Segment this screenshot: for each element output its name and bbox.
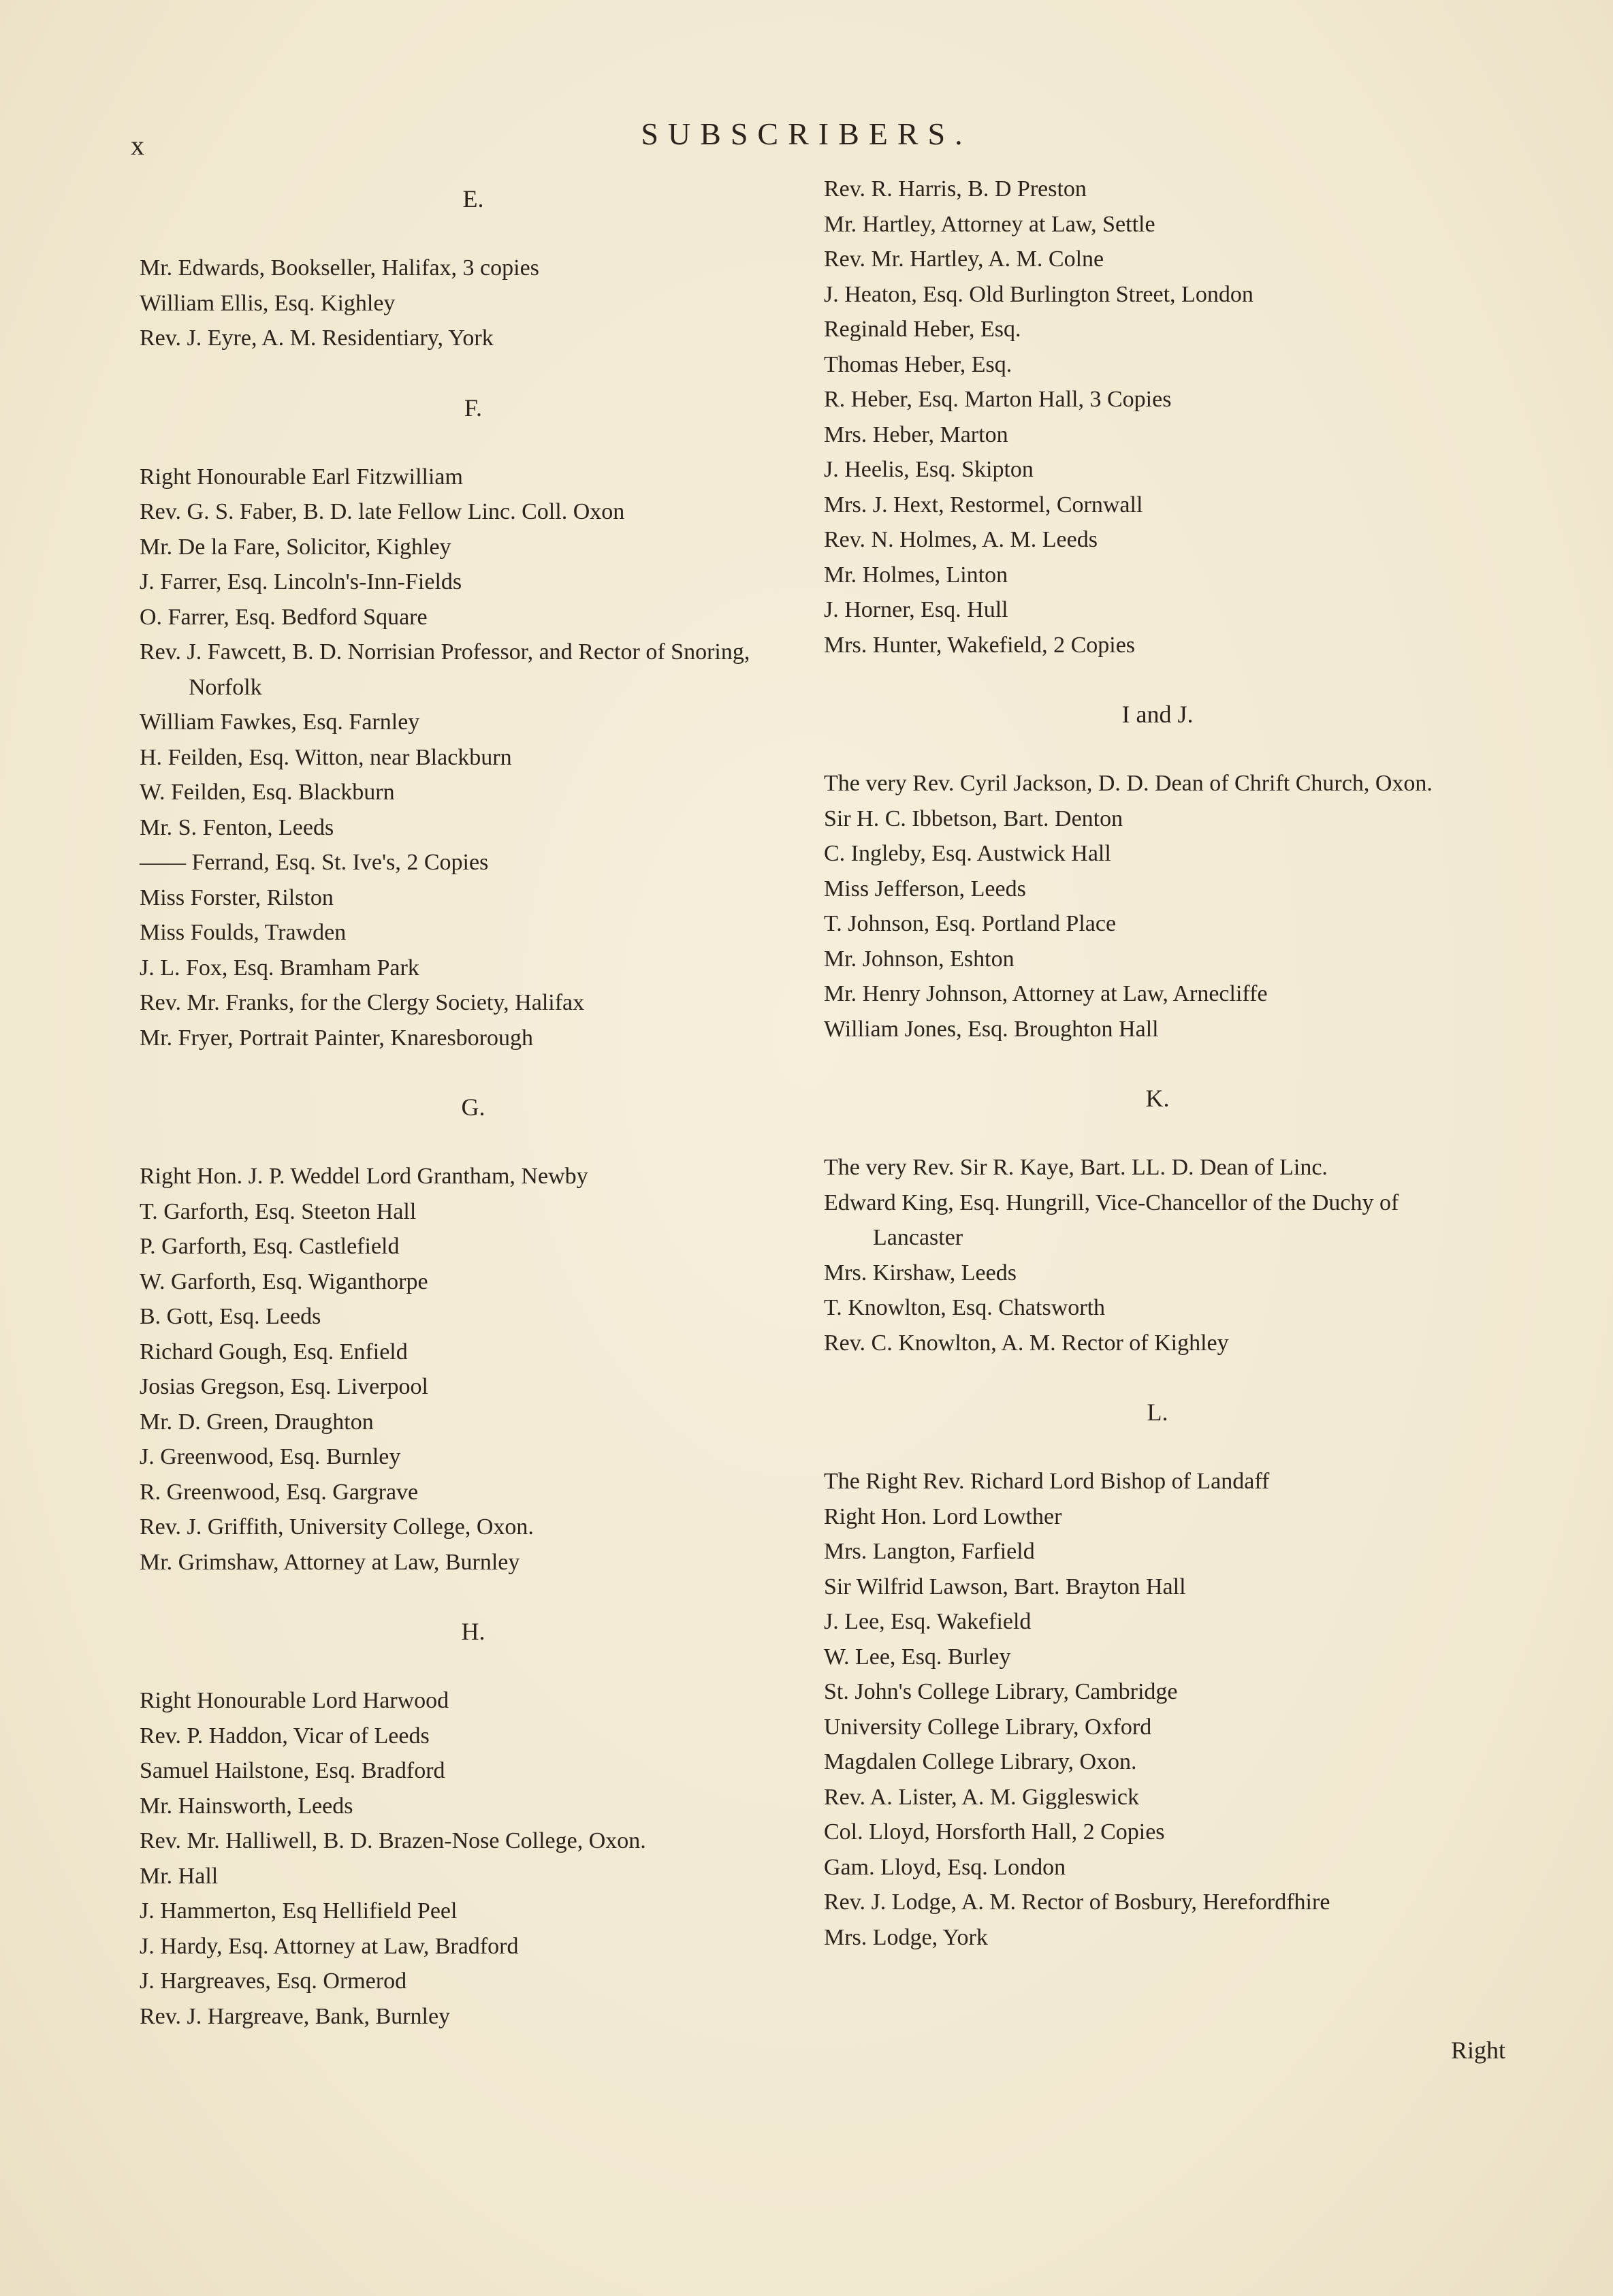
subscriber-entry: T. Knowlton, Esq. Chatsworth [824,1295,1106,1320]
subscriber-entry: Miss Foulds, Trawden [140,920,347,945]
subscriber-section [824,697,1491,1047]
subscriber-entry: Reginald Heber, Esq. [824,317,1021,342]
section-heading: G. [461,1094,485,1121]
subscriber-entry: Rev. N. Holmes, A. M. Leeds [824,527,1098,552]
section-heading: F. [464,394,483,421]
subscriber-entry: The Right Rev. Richard Lord Bishop of Landaff [824,1469,1270,1494]
section-heading: K. [1145,1085,1170,1112]
subscriber-list [140,1683,807,2034]
subscriber-entry: H. Feilden, Esq. Witton, near Blackburn [140,744,512,770]
subscriber-entry: University College Library, Oxford [824,1714,1152,1740]
subscriber-list [824,172,1491,663]
subscriber-entry: Rev. R. Harris, B. D Preston [824,176,1087,202]
subscriber-section [824,1394,1491,1955]
subscriber-entry: W. Lee, Esq. Burley [824,1644,1011,1670]
subscriber-entry: Col. Lloyd, Horsforth Hall, 2 Copies [824,1819,1165,1845]
subscriber-entry: O. Farrer, Esq. Bedford Square [140,604,428,630]
subscriber-list [824,1464,1491,1955]
subscriber-entry: Mr. Johnson, Eshton [824,946,1015,972]
right-column [824,172,1491,1955]
subscriber-list [824,766,1491,1047]
subscriber-entry: Josias Gregson, Esq. Liverpool [140,1374,429,1399]
subscriber-entry: B. Gott, Esq. Leeds [140,1304,321,1329]
subscriber-entry: J. Heaton, Esq. Old Burlington Street, London [824,281,1253,307]
subscriber-entry: Rev. J. Griffith, University College, Oxon. [140,1514,534,1540]
subscriber-entry: J. Hammerton, Esq Hellifield Peel [140,1898,458,1924]
section-heading: H. [461,1618,485,1645]
subscriber-entry: Richard Gough, Esq. Enfield [140,1339,408,1365]
subscriber-entry: Mrs. Heber, Marton [824,421,1008,447]
subscriber-entry: Mr. Edwards, Bookseller, Halifax, 3 copies [140,255,539,281]
subscriber-section [140,390,807,1056]
subscriber-entry: W. Garforth, Esq. Wiganthorpe [140,1269,428,1294]
section-heading: L. [1147,1399,1168,1426]
subscriber-entry: J. Horner, Esq. Hull [824,597,1008,622]
subscriber-entry: Rev. Mr. Hartley, A. M. Colne [824,246,1104,272]
subscriber-entry: Right Hon. J. P. Weddel Lord Grantham, Newby [140,1164,588,1189]
subscriber-entry: Mr. D. Green, Draughton [140,1409,374,1435]
subscriber-entry: Gam. Lloyd, Esq. London [824,1854,1066,1880]
subscriber-entry: T. Garforth, Esq. Steeton Hall [140,1198,417,1224]
subscriber-entry: P. Garforth, Esq. Castlefield [140,1234,400,1259]
subscriber-entry: Sir Wilfrid Lawson, Bart. Brayton Hall [824,1574,1186,1599]
page-number: x [131,130,146,161]
subscriber-entry: Mr. Fryer, Portrait Painter, Knaresborough [140,1025,533,1051]
subscriber-entry: Magdalen College Library, Oxon. [824,1749,1137,1774]
subscriber-entry: Miss Forster, Rilston [140,884,334,910]
subscriber-entry: J. L. Fox, Esq. Bramham Park [140,955,419,980]
subscriber-entry: Rev. J. Lodge, A. M. Rector of Bosbury, Herefordfhire [824,1890,1330,1915]
subscriber-entry: Mr. Grimshaw, Attorney at Law, Burnley [140,1549,520,1575]
subscriber-entry: Mr. Henry Johnson, Attorney at Law, Arnecliffe [824,981,1268,1006]
subscriber-entry: Mr. Holmes, Linton [824,562,1008,588]
subscriber-entry: Right Honourable Lord Harwood [140,1688,449,1713]
subscriber-entry: Rev. Mr. Halliwell, B. D. Brazen-Nose College, Oxon. [140,1828,646,1853]
subscriber-entry: Rev. A. Lister, A. M. Giggleswick [824,1784,1139,1810]
subscriber-entry: Miss Jefferson, Leeds [824,876,1026,902]
subscriber-entry: Mr. Hall [140,1863,219,1889]
subscriber-entry: Mr. De la Fare, Solicitor, Kighley [140,534,451,560]
subscriber-entry: Mrs. Hunter, Wakefield, 2 Copies [824,632,1136,658]
subscriber-entry: T. Johnson, Esq. Portland Place [824,911,1117,936]
subscriber-entry: Mr. Hartley, Attorney at Law, Settle [824,211,1155,237]
subscriber-entry: Sir H. C. Ibbetson, Bart. Denton [824,806,1123,831]
subscriber-entry: The very Rev. Sir R. Kaye, Bart. LL. D. Dean of Linc. [824,1155,1328,1180]
subscriber-entry: Rev. G. S. Faber, B. D. late Fellow Linc. Coll. Oxon [140,499,625,524]
subscriber-entry: J. Greenwood, Esq. Burnley [140,1444,401,1469]
subscriber-entry: William Fawkes, Esq. Farnley [140,709,420,735]
subscriber-entry: Rev. J. Fawcett, B. D. Norrisian Professor, and Rector of Snoring, Norfolk [140,639,750,700]
subscriber-entry: R. Heber, Esq. Marton Hall, 3 Copies [824,387,1172,412]
subscriber-entry: Rev. C. Knowlton, A. M. Rector of Kighley [824,1330,1229,1356]
subscriber-entry: Mrs. Kirshaw, Leeds [824,1260,1017,1286]
subscriber-entry: Right Honourable Earl Fitzwilliam [140,464,463,490]
subscriber-entry: Right Hon. Lord Lowther [824,1503,1062,1529]
subscriber-entry: Mr. Hainsworth, Leeds [140,1793,353,1819]
subscriber-entry: Samuel Hailstone, Esq. Bradford [140,1758,445,1783]
subscriber-section [824,172,1491,663]
subscriber-entry: Thomas Heber, Esq. [824,351,1012,377]
subscriber-entry: Rev. J. Hargreave, Bank, Burnley [140,2003,451,2029]
subscriber-entry: William Jones, Esq. Broughton Hall [824,1016,1159,1042]
subscriber-entry: Rev. Mr. Franks, for the Clergy Society, Halifax [140,990,585,1015]
subscriber-section [140,1089,807,1580]
subscriber-section [824,1081,1491,1360]
subscriber-list [140,251,807,356]
subscriber-entry: J. Heelis, Esq. Skipton [824,457,1034,482]
subscriber-entry: R. Greenwood, Esq. Gargrave [140,1479,419,1505]
subscriber-entry: Rev. J. Eyre, A. M. Residentiary, York [140,325,494,351]
section-heading: I and J. [1121,701,1194,728]
left-column [140,172,807,2034]
subscriber-entry: J. Hardy, Esq. Attorney at Law, Bradford [140,1933,519,1959]
subscriber-entry: J. Farrer, Esq. Lincoln's-Inn-Fields [140,569,462,594]
subscriber-list [140,1159,807,1580]
subscriber-section [140,181,807,356]
subscriber-entry: Mrs. Langton, Farfield [824,1539,1035,1564]
subscriber-list [140,460,807,1056]
subscriber-entry: Edward King, Esq. Hungrill, Vice-Chancellor of the Duchy of Lancaster [824,1190,1399,1250]
subscriber-entry: Mr. S. Fenton, Leeds [140,814,334,840]
subscriber-entry: J. Hargreaves, Esq. Ormerod [140,1968,407,1994]
subscriber-entry: St. John's College Library, Cambridge [824,1679,1178,1704]
page-title: SUBSCRIBERS. [641,116,972,151]
subscriber-section [140,1614,807,2034]
subscriber-entry: C. Ingleby, Esq. Austwick Hall [824,841,1111,866]
subscriber-entry: Rev. P. Haddon, Vicar of Leeds [140,1723,430,1749]
subscriber-entry: —— Ferrand, Esq. St. Ive's, 2 Copies [140,850,489,875]
subscriber-entry: J. Lee, Esq. Wakefield [824,1609,1032,1634]
subscriber-entry: Mrs. J. Hext, Restormel, Cornwall [824,492,1143,517]
section-heading: E. [462,185,484,212]
subscriber-entry: W. Feilden, Esq. Blackburn [140,780,395,805]
subscriber-entry: William Ellis, Esq. Kighley [140,290,396,316]
subscriber-entry: The very Rev. Cyril Jackson, D. D. Dean of Chrift Church, Oxon. [824,771,1433,796]
catchword: Right [1450,2037,1505,2064]
subscriber-list [824,1150,1491,1360]
subscriber-entry: Mrs. Lodge, York [824,1924,988,1950]
